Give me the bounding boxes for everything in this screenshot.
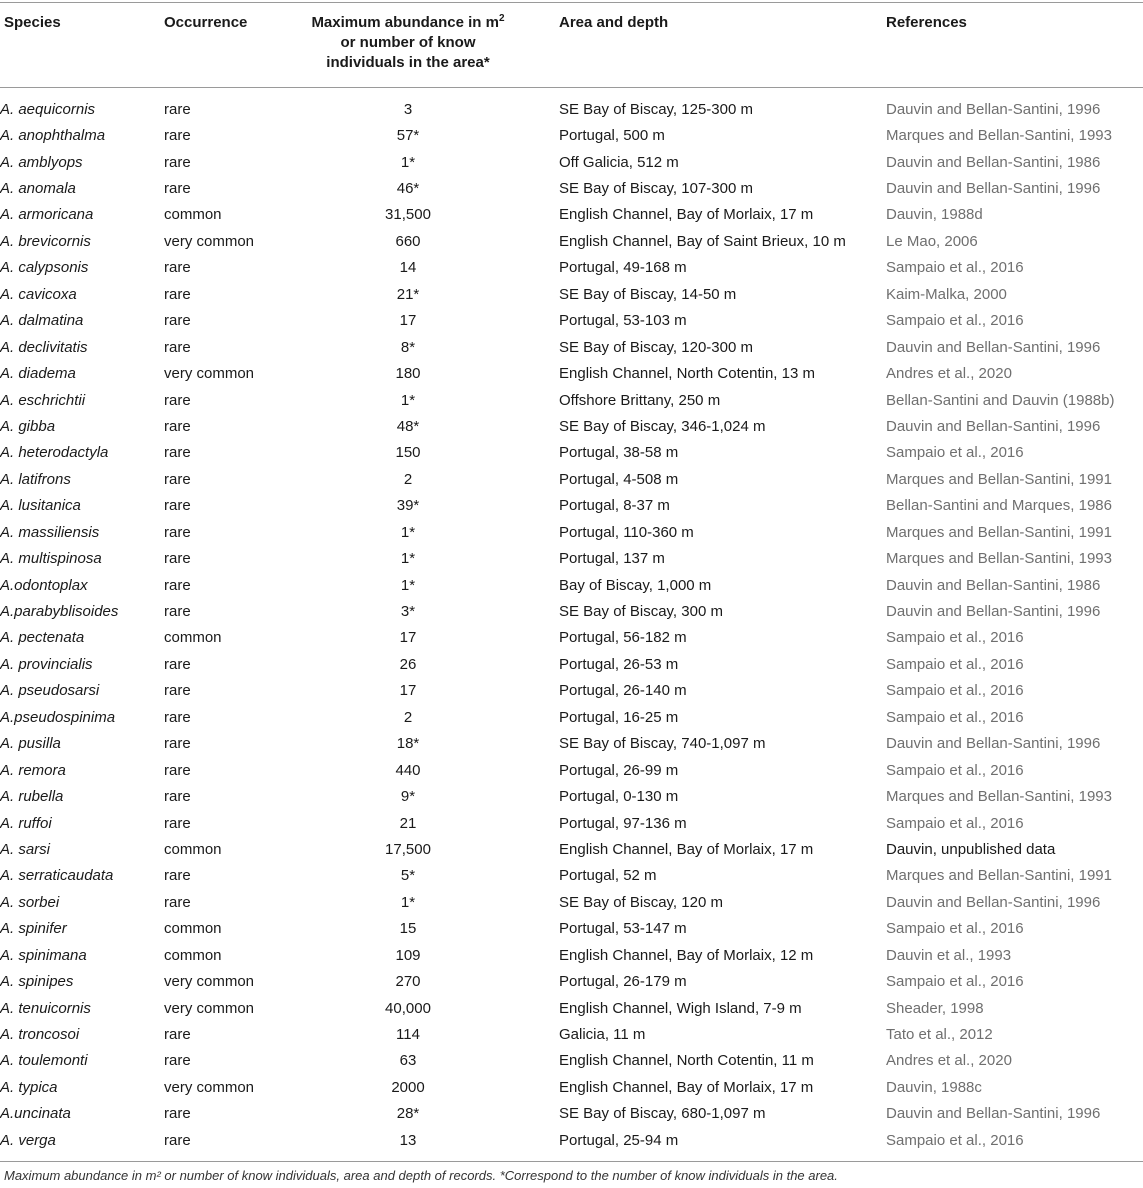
occurrence-cell: rare [164, 867, 191, 885]
abundance-cell: 150 [395, 444, 421, 462]
area-depth-cell: SE Bay of Biscay, 14-50 m [559, 285, 737, 303]
column-gap [526, 175, 559, 201]
species-cell: A.uncinata [0, 1105, 71, 1123]
area-depth-cell: Portugal, 4-508 m [559, 470, 679, 488]
abundance-cell: 2000 [391, 1078, 425, 1096]
area-depth-cell: Portugal, 500 m [559, 127, 665, 145]
occurrence-cell: rare [164, 735, 191, 753]
table-row [0, 1048, 1143, 1074]
abundance-cell: 17 [399, 312, 417, 330]
area-depth-cell: Portugal, 49-168 m [559, 259, 687, 277]
abundance-cell: 3 [403, 100, 413, 118]
species-cell: A. multispinosa [0, 550, 102, 568]
occurrence-cell: very common [164, 232, 255, 250]
table-row [0, 1021, 1143, 1047]
table-row [0, 493, 1143, 519]
reference-cell: Sampaio et al., 2016 [886, 682, 1024, 700]
area-depth-cell: Galicia, 11 m [559, 1026, 646, 1044]
table-row [0, 704, 1143, 730]
reference-cell: Dauvin, 1988d [886, 206, 983, 224]
header-abundance-line2: or number of know [340, 34, 476, 51]
occurrence-cell: rare [164, 550, 191, 568]
table-footnote: Maximum abundance in m² or number of know individuals, area and depth of records. *Correspond to the number of know individuals in the area. [4, 1168, 838, 1183]
area-depth-cell: English Channel, Bay of Morlaix, 17 m [559, 1078, 814, 1096]
column-gap [526, 122, 559, 148]
species-cell: A. spinifer [0, 920, 67, 938]
species-cell: A. lusitanica [0, 497, 81, 515]
reference-cell: Dauvin, unpublished data [886, 840, 1056, 858]
column-gap [526, 519, 559, 545]
area-depth-cell: English Channel, Bay of Morlaix, 17 m [559, 206, 814, 224]
table-row [0, 466, 1143, 492]
abundance-cell: 26 [399, 655, 417, 673]
species-cell: A. amblyops [0, 153, 83, 171]
reference-cell: Dauvin and Bellan-Santini, 1996 [886, 338, 1101, 356]
reference-cell: Dauvin and Bellan-Santini, 1996 [886, 1105, 1101, 1123]
header-species: Species [4, 14, 61, 31]
table-row [0, 995, 1143, 1021]
table-row [0, 678, 1143, 704]
area-depth-cell: Portugal, 16-25 m [559, 708, 679, 726]
table-row [0, 889, 1143, 915]
species-cell: A. brevicornis [0, 232, 91, 250]
area-depth-cell: English Channel, Bay of Morlaix, 17 m [559, 840, 814, 858]
column-gap [526, 836, 559, 862]
occurrence-cell: very common [164, 973, 255, 991]
column-gap [526, 1048, 559, 1074]
occurrence-cell: common [164, 920, 222, 938]
occurrence-cell: rare [164, 153, 191, 171]
abundance-cell: 17 [399, 629, 417, 647]
area-depth-cell: English Channel, Bay of Morlaix, 12 m [559, 946, 814, 964]
abundance-cell: 180 [395, 365, 421, 383]
occurrence-cell: common [164, 946, 222, 964]
species-cell: A. anomala [0, 180, 76, 198]
abundance-cell: 40,000 [385, 999, 431, 1017]
species-cell: A. latifrons [0, 470, 71, 488]
abundance-cell: 9* [400, 788, 416, 806]
abundance-cell: 18* [396, 735, 420, 753]
abundance-cell: 1* [400, 893, 416, 911]
occurrence-cell: rare [164, 100, 191, 118]
abundance-cell: 46* [396, 180, 420, 198]
reference-cell: Dauvin and Bellan-Santini, 1996 [886, 417, 1101, 435]
column-gap [526, 466, 559, 492]
species-cell: A. dalmatina [0, 312, 84, 330]
area-depth-cell: Offshore Brittany, 250 m [559, 391, 721, 409]
species-cell: A. spinipes [0, 973, 74, 991]
header-abundance [290, 13, 526, 73]
table-row [0, 598, 1143, 624]
reference-cell: Sampaio et al., 2016 [886, 312, 1024, 330]
header-abundance-line3: individuals in the area* [326, 54, 490, 71]
abundance-cell: 63 [399, 1052, 417, 1070]
species-cell: A. pectenata [0, 629, 85, 647]
area-depth-cell: SE Bay of Biscay, 120-300 m [559, 338, 753, 356]
species-cell: A. pusilla [0, 735, 61, 753]
table-row [0, 149, 1143, 175]
column-gap [526, 334, 559, 360]
abundance-cell: 21* [396, 285, 420, 303]
species-cell: A. provincialis [0, 655, 93, 673]
area-depth-cell: Portugal, 110-360 m [559, 523, 694, 541]
abundance-cell: 13 [399, 1131, 417, 1149]
area-depth-cell: Portugal, 97-136 m [559, 814, 687, 832]
reference-cell: Le Mao, 2006 [886, 232, 978, 250]
reference-cell: Sampaio et al., 2016 [886, 920, 1024, 938]
area-depth-cell: Portugal, 26-53 m [559, 655, 679, 673]
table-row [0, 545, 1143, 571]
abundance-cell: 8* [400, 338, 416, 356]
abundance-cell: 28* [396, 1105, 420, 1123]
species-cell: A. diadema [0, 365, 76, 383]
area-depth-cell: Portugal, 56-182 m [559, 629, 687, 647]
area-depth-cell: Portugal, 52 m [559, 867, 657, 885]
species-cell: A. ruffoi [0, 814, 52, 832]
occurrence-cell: rare [164, 603, 191, 621]
species-cell: A. sorbei [0, 893, 60, 911]
area-depth-cell: English Channel, North Cotentin, 11 m [559, 1052, 814, 1070]
column-gap [526, 255, 559, 281]
column-gap [526, 704, 559, 730]
header-references: References [886, 14, 967, 31]
header-rule [0, 87, 1143, 88]
header-abundance-sup: 2 [498, 13, 505, 24]
column-gap [526, 810, 559, 836]
reference-cell: Sampaio et al., 2016 [886, 708, 1024, 726]
table-row [0, 1127, 1143, 1153]
area-depth-cell: Portugal, 26-179 m [559, 973, 687, 991]
reference-cell: Sampaio et al., 2016 [886, 761, 1024, 779]
occurrence-cell: common [164, 206, 222, 224]
occurrence-cell: rare [164, 259, 191, 277]
table-row [0, 255, 1143, 281]
area-depth-cell: Bay of Biscay, 1,000 m [559, 576, 712, 594]
abundance-cell: 1* [400, 153, 416, 171]
occurrence-cell: rare [164, 1052, 191, 1070]
species-cell: A. verga [0, 1131, 56, 1149]
abundance-cell: 17,500 [385, 840, 431, 858]
table-row [0, 96, 1143, 122]
column-gap [526, 96, 559, 122]
column-gap [526, 202, 559, 228]
header-abundance-line1: Maximum abundance in m [311, 14, 499, 31]
area-depth-cell: Portugal, 0-130 m [559, 788, 679, 806]
abundance-cell: 48* [396, 417, 420, 435]
abundance-cell: 2 [403, 708, 413, 726]
reference-cell: Marques and Bellan-Santini, 1993 [886, 550, 1112, 568]
occurrence-cell: rare [164, 761, 191, 779]
abundance-cell: 440 [395, 761, 421, 779]
occurrence-cell: rare [164, 814, 191, 832]
table-row [0, 731, 1143, 757]
occurrence-cell: rare [164, 497, 191, 515]
table-row [0, 625, 1143, 651]
occurrence-cell: rare [164, 682, 191, 700]
species-cell: A. massiliensis [0, 523, 100, 541]
species-cell: A.pseudospinima [0, 708, 116, 726]
occurrence-cell: rare [164, 285, 191, 303]
table-row [0, 810, 1143, 836]
reference-cell: Sheader, 1998 [886, 999, 984, 1017]
species-cell: A. declivitatis [0, 338, 88, 356]
column-gap [526, 916, 559, 942]
table-row [0, 440, 1143, 466]
reference-cell: Dauvin and Bellan-Santini, 1996 [886, 735, 1101, 753]
reference-cell: Bellan-Santini and Dauvin (1988b) [886, 391, 1115, 409]
species-cell: A. rubella [0, 788, 64, 806]
species-cell: A. armoricana [0, 206, 94, 224]
species-cell: A. remora [0, 761, 66, 779]
reference-cell: Andres et al., 2020 [886, 1052, 1012, 1070]
table-row [0, 387, 1143, 413]
reference-cell: Dauvin and Bellan-Santini, 1996 [886, 603, 1101, 621]
area-depth-cell: Portugal, 137 m [559, 550, 665, 568]
occurrence-cell: rare [164, 523, 191, 541]
header-area: Area and depth [559, 14, 669, 31]
column-gap [526, 387, 559, 413]
occurrence-cell: rare [164, 391, 191, 409]
species-table [0, 96, 1143, 1154]
abundance-cell: 21 [399, 814, 417, 832]
abundance-cell: 114 [396, 1026, 420, 1044]
reference-cell: Sampaio et al., 2016 [886, 1131, 1024, 1149]
table-row [0, 863, 1143, 889]
column-gap [526, 889, 559, 915]
reference-cell: Marques and Bellan-Santini, 1991 [886, 867, 1112, 885]
occurrence-cell: common [164, 629, 222, 647]
occurrence-cell: very common [164, 365, 255, 383]
occurrence-cell: rare [164, 576, 191, 594]
reference-cell: Sampaio et al., 2016 [886, 973, 1024, 991]
abundance-cell: 14 [399, 259, 417, 277]
area-depth-cell: Off Galicia, 512 m [559, 153, 679, 171]
area-depth-cell: English Channel, North Cotentin, 13 m [559, 365, 815, 383]
column-gap [526, 731, 559, 757]
column-gap [526, 149, 559, 175]
table-row [0, 916, 1143, 942]
reference-cell: Dauvin et al., 1993 [886, 946, 1012, 964]
occurrence-cell: rare [164, 444, 191, 462]
occurrence-cell: rare [164, 655, 191, 673]
column-gap [526, 1127, 559, 1153]
column-gap [526, 413, 559, 439]
column-gap [526, 228, 559, 254]
abundance-cell: 2 [403, 470, 413, 488]
species-cell: A. serraticaudata [0, 867, 114, 885]
area-depth-cell: SE Bay of Biscay, 346-1,024 m [559, 417, 766, 435]
abundance-cell: 1* [400, 550, 416, 568]
reference-cell: Marques and Bellan-Santini, 1993 [886, 788, 1112, 806]
occurrence-cell: rare [164, 417, 191, 435]
abundance-cell: 1* [400, 391, 416, 409]
table-row [0, 1101, 1143, 1127]
occurrence-cell: rare [164, 312, 191, 330]
reference-cell: Sampaio et al., 2016 [886, 814, 1024, 832]
reference-cell: Dauvin and Bellan-Santini, 1986 [886, 576, 1101, 594]
table-row [0, 942, 1143, 968]
area-depth-cell: SE Bay of Biscay, 120 m [559, 893, 723, 911]
column-gap [526, 440, 559, 466]
area-depth-cell: Portugal, 53-147 m [559, 920, 687, 938]
reference-cell: Marques and Bellan-Santini, 1993 [886, 127, 1112, 145]
column-gap [526, 1101, 559, 1127]
occurrence-cell: common [164, 840, 222, 858]
abundance-cell: 15 [399, 920, 417, 938]
reference-cell: Dauvin and Bellan-Santini, 1986 [886, 153, 1101, 171]
bottom-rule [0, 1161, 1143, 1162]
area-depth-cell: SE Bay of Biscay, 125-300 m [559, 100, 753, 118]
species-cell: A. cavicoxa [0, 285, 77, 303]
occurrence-cell: rare [164, 1105, 191, 1123]
area-depth-cell: SE Bay of Biscay, 680-1,097 m [559, 1105, 766, 1123]
species-cell: A. typica [0, 1078, 58, 1096]
area-depth-cell: Portugal, 25-94 m [559, 1131, 679, 1149]
occurrence-cell: rare [164, 708, 191, 726]
column-gap [526, 783, 559, 809]
column-gap [526, 493, 559, 519]
occurrence-cell: rare [164, 470, 191, 488]
species-cell: A.parabyblisoides [0, 603, 119, 621]
abundance-cell: 31,500 [385, 206, 431, 224]
abundance-cell: 3* [400, 603, 416, 621]
abundance-cell: 1* [400, 576, 416, 594]
species-cell: A. gibba [0, 417, 56, 435]
table-row [0, 572, 1143, 598]
top-rule [0, 2, 1143, 3]
column-gap [526, 863, 559, 889]
table-row [0, 968, 1143, 994]
reference-cell: Sampaio et al., 2016 [886, 259, 1024, 277]
reference-cell: Dauvin, 1988c [886, 1078, 982, 1096]
species-cell: A. pseudosarsi [0, 682, 100, 700]
species-cell: A. eschrichtii [0, 391, 86, 409]
abundance-cell: 270 [395, 973, 421, 991]
area-depth-cell: Portugal, 53-103 m [559, 312, 687, 330]
column-gap [526, 1021, 559, 1047]
species-cell: A. heterodactyla [0, 444, 109, 462]
species-cell: A. tenuicornis [0, 999, 91, 1017]
reference-cell: Kaim-Malka, 2000 [886, 285, 1007, 303]
occurrence-cell: rare [164, 788, 191, 806]
reference-cell: Bellan-Santini and Marques, 1986 [886, 497, 1112, 515]
column-gap [526, 757, 559, 783]
species-cell: A. calypsonis [0, 259, 89, 277]
table-row [0, 651, 1143, 677]
area-depth-cell: Portugal, 26-99 m [559, 761, 679, 779]
column-gap [526, 1074, 559, 1100]
area-depth-cell: English Channel, Wigh Island, 7-9 m [559, 999, 802, 1017]
reference-cell: Andres et al., 2020 [886, 365, 1012, 383]
column-gap [526, 625, 559, 651]
column-gap [526, 651, 559, 677]
species-cell: A. anophthalma [0, 127, 106, 145]
abundance-cell: 17 [399, 682, 417, 700]
area-depth-cell: Portugal, 26-140 m [559, 682, 687, 700]
table-row [0, 122, 1143, 148]
area-depth-cell: SE Bay of Biscay, 740-1,097 m [559, 735, 766, 753]
table-row [0, 334, 1143, 360]
occurrence-cell: very common [164, 1078, 255, 1096]
table-row [0, 519, 1143, 545]
column-gap [526, 968, 559, 994]
species-cell: A. toulemonti [0, 1052, 88, 1070]
abundance-cell: 57* [396, 127, 420, 145]
occurrence-cell: very common [164, 999, 255, 1017]
header-occurrence: Occurrence [164, 14, 248, 31]
abundance-cell: 39* [396, 497, 420, 515]
reference-cell: Dauvin and Bellan-Santini, 1996 [886, 893, 1101, 911]
reference-cell: Dauvin and Bellan-Santini, 1996 [886, 100, 1101, 118]
species-cell: A.odontoplax [0, 576, 88, 594]
table-row [0, 202, 1143, 228]
species-cell: A. troncosoi [0, 1026, 80, 1044]
table-row [0, 308, 1143, 334]
area-depth-cell: SE Bay of Biscay, 300 m [559, 603, 723, 621]
column-gap [526, 545, 559, 571]
abundance-cell: 1* [400, 523, 416, 541]
area-depth-cell: English Channel, Bay of Saint Brieux, 10 m [559, 232, 846, 250]
abundance-cell: 109 [395, 946, 421, 964]
table-row [0, 360, 1143, 386]
reference-cell: Sampaio et al., 2016 [886, 444, 1024, 462]
reference-cell: Sampaio et al., 2016 [886, 655, 1024, 673]
table-row [0, 175, 1143, 201]
column-gap [526, 678, 559, 704]
area-depth-cell: Portugal, 8-37 m [559, 497, 670, 515]
table-row [0, 228, 1143, 254]
table-row [0, 783, 1143, 809]
species-cell: A. aequicornis [0, 100, 96, 118]
column-gap [526, 308, 559, 334]
table-row [0, 281, 1143, 307]
area-depth-cell: Portugal, 38-58 m [559, 444, 679, 462]
abundance-cell: 5* [400, 867, 416, 885]
reference-cell: Dauvin and Bellan-Santini, 1996 [886, 180, 1101, 198]
column-gap [526, 572, 559, 598]
column-gap [526, 942, 559, 968]
occurrence-cell: rare [164, 1131, 191, 1149]
area-depth-cell: SE Bay of Biscay, 107-300 m [559, 180, 753, 198]
reference-cell: Sampaio et al., 2016 [886, 629, 1024, 647]
occurrence-cell: rare [164, 127, 191, 145]
reference-cell: Tato et al., 2012 [886, 1026, 993, 1044]
occurrence-cell: rare [164, 180, 191, 198]
table-row [0, 1074, 1143, 1100]
occurrence-cell: rare [164, 338, 191, 356]
table-row [0, 757, 1143, 783]
reference-cell: Marques and Bellan-Santini, 1991 [886, 470, 1112, 488]
column-gap [526, 598, 559, 624]
column-gap [526, 995, 559, 1021]
table-row [0, 413, 1143, 439]
species-cell: A. sarsi [0, 840, 51, 858]
reference-cell: Marques and Bellan-Santini, 1991 [886, 523, 1112, 541]
abundance-cell: 660 [395, 232, 421, 250]
species-cell: A. spinimana [0, 946, 87, 964]
table-row [0, 836, 1143, 862]
column-gap [526, 360, 559, 386]
table-body [0, 96, 1143, 1154]
occurrence-cell: rare [164, 1026, 191, 1044]
occurrence-cell: rare [164, 893, 191, 911]
column-gap [526, 281, 559, 307]
